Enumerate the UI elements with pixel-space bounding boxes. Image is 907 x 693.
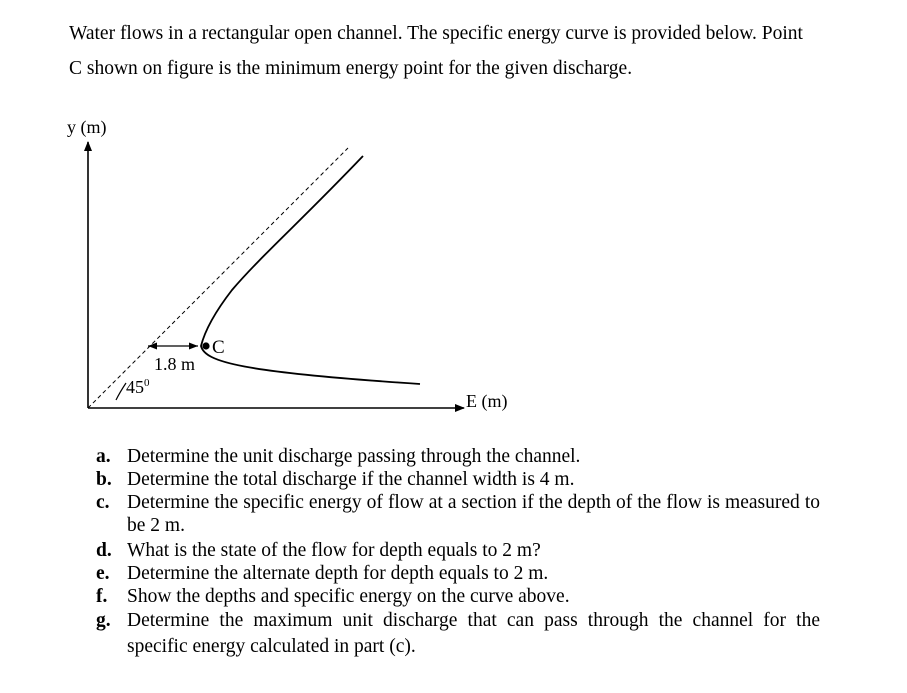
forty-five-degree-dashed-line	[88, 148, 348, 408]
question-item: c. Determine the specific energy of flow at a section if the depth of the flow is measured to be 2 m.	[96, 492, 820, 536]
angle-label: $45^0$	[126, 377, 150, 397]
point-c-label: C	[212, 337, 225, 358]
question-item: a. Determine the unit discharge passing through the channel.	[96, 446, 581, 467]
question-item: e. Determine the alternate depth for depth equals to 2 m.	[96, 563, 549, 584]
question-item: b. Determine the total discharge if the channel width is 4 m.	[96, 469, 575, 490]
question-item: g. Determine the maximum unit discharge that can pass through the channel for the specific energy calculated in part (c).	[96, 610, 820, 657]
point-c-marker	[202, 342, 209, 349]
dimension-label: 1.8 m	[154, 354, 196, 374]
angle-arc	[116, 383, 126, 400]
question-item: f. Show the depths and specific energy on the curve above.	[96, 586, 570, 607]
specific-energy-curve	[201, 156, 420, 384]
intro-line-2: C shown on figure is the minimum energy point for the given discharge.	[69, 58, 633, 79]
dimension-arrow-right-icon	[189, 343, 198, 350]
y-axis-label: y (m)	[67, 117, 107, 137]
intro-line-1: Water flows in a rectangular open channel. The specific energy curve is provided below. Point	[69, 23, 803, 44]
x-axis-label: E (m)	[466, 391, 508, 411]
question-item: d. What is the state of the flow for depth equals to 2 m?	[96, 540, 541, 561]
question-list	[96, 445, 820, 660]
